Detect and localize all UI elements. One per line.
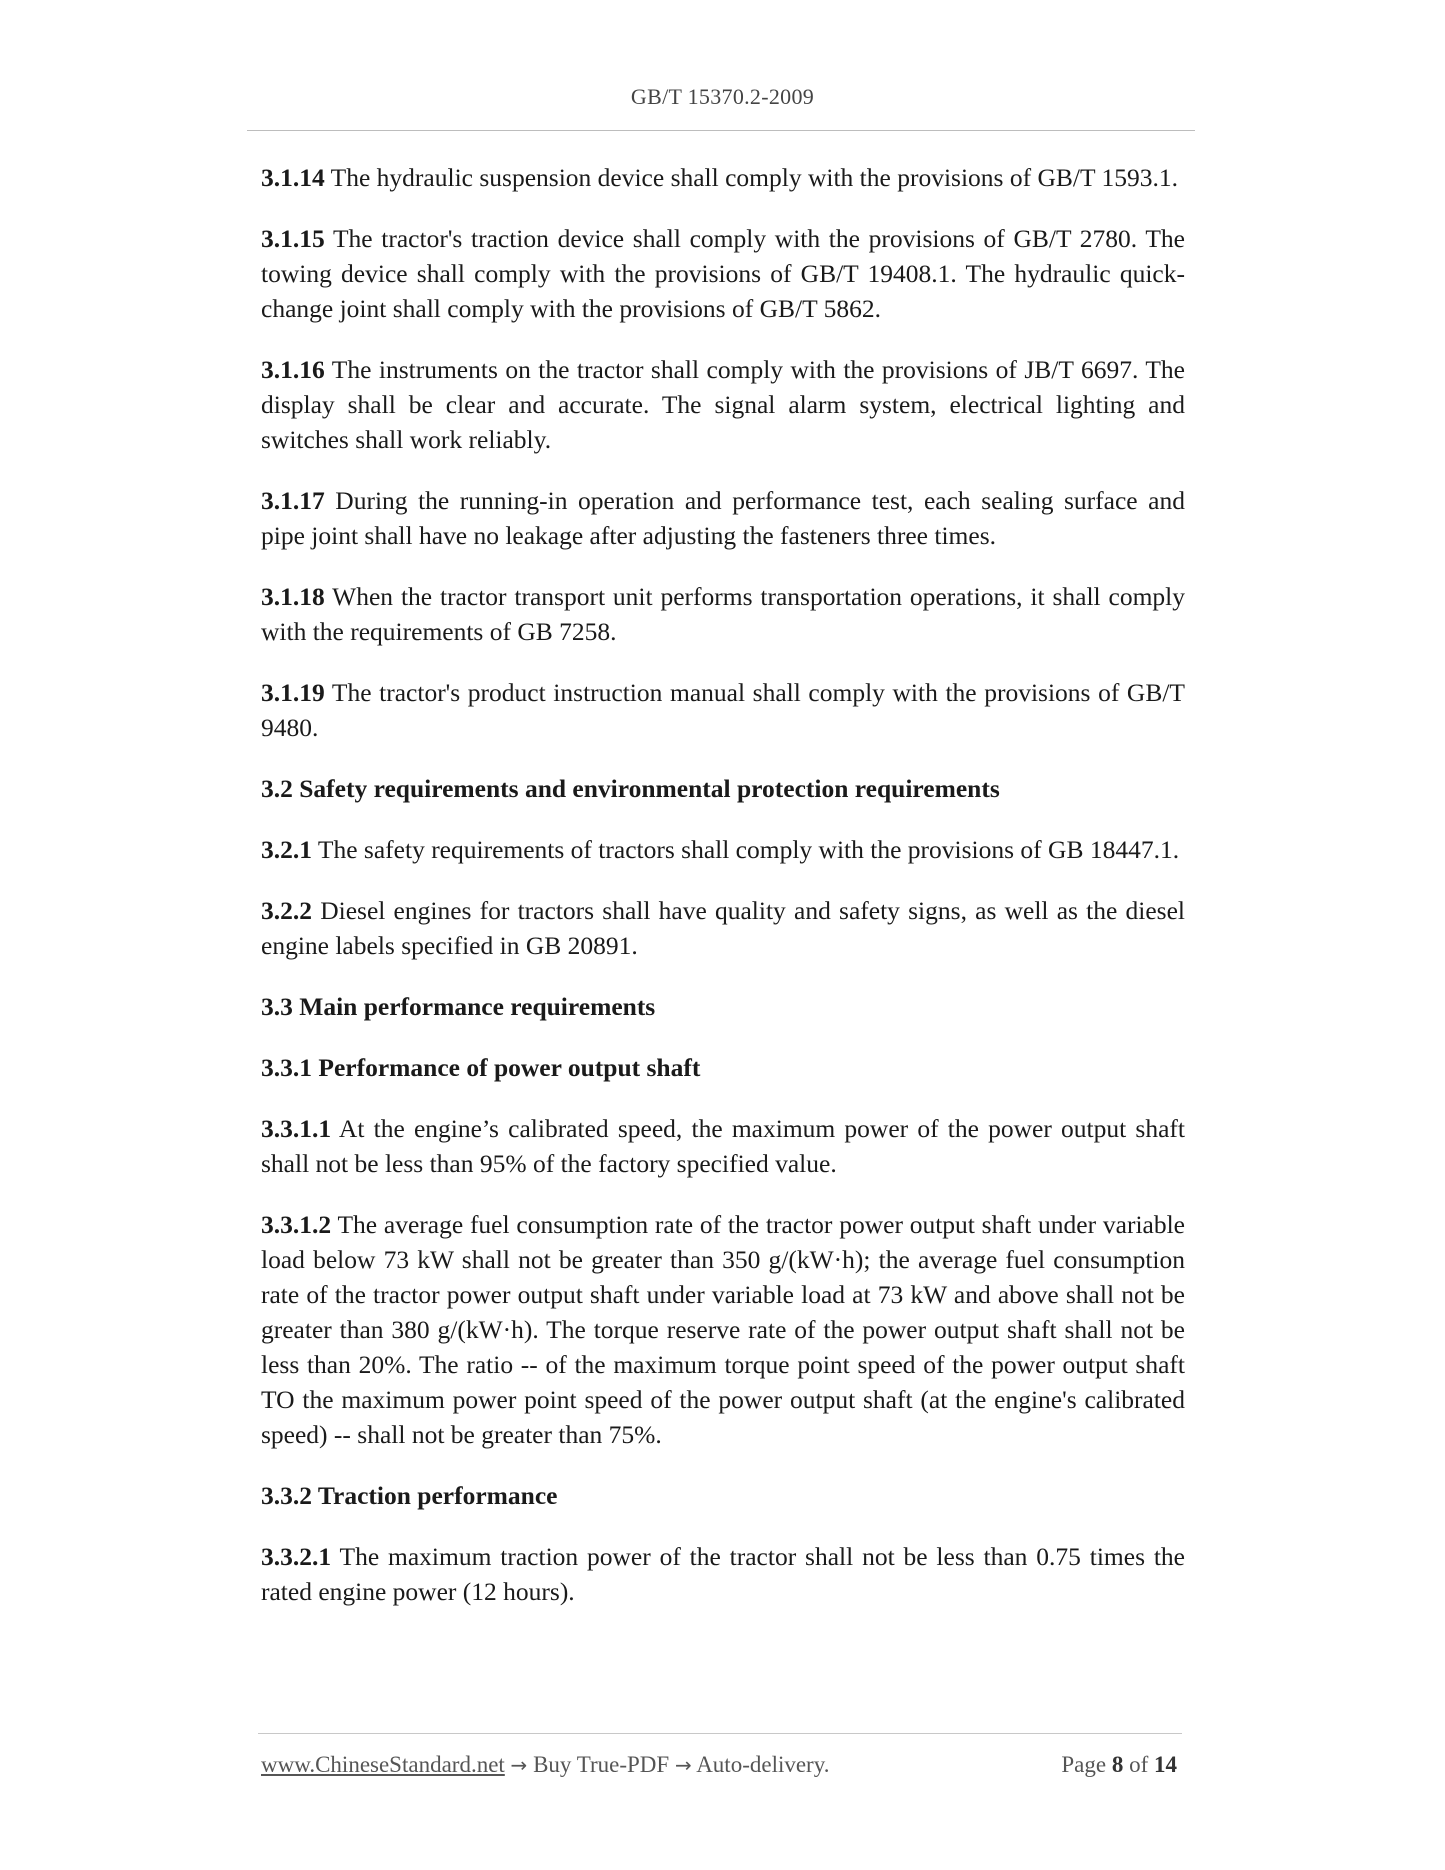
clause-text: When the tractor transport unit performs transportation operations, it shall comply with the requirements of GB 7258.	[261, 582, 1185, 646]
clause-number: 3.3.1.1	[261, 1114, 332, 1143]
clause-paragraph	[261, 221, 1185, 326]
clause-text: The average fuel consumption rate of the tractor power output shaft under variable load below 73 kW shall not be greater than 350 g/(kW·h); the average fuel consumption rate of the tractor power output shaft under variable load at 73 kW and above shall not be greater than 380 g/(kW·h). The torque reserve rate of the power output shaft shall not be less than 20%. The ratio -- of the maximum torque point speed of the power output shaft TO the maximum power point speed of the power output shaft (at the engine's calibrated speed) -- shall not be greater than 75%.	[261, 1210, 1185, 1449]
section-heading: 3.2 Safety requirements and environmental protection requirements	[261, 774, 1000, 803]
clause-text: The instruments on the tractor shall comply with the provisions of JB/T 6697. The display shall be clear and accurate. The signal alarm system, electrical lighting and switches shall work reliably.	[261, 355, 1185, 454]
footer-promo	[261, 1752, 829, 1778]
section-heading: 3.3 Main performance requirements	[261, 992, 656, 1021]
document-body	[261, 160, 1185, 1635]
clause-paragraph	[261, 160, 1185, 195]
clause-number: 3.1.15	[261, 224, 325, 253]
section-heading: 3.3.2 Traction performance	[261, 1481, 558, 1510]
section-heading: 3.3.1 Performance of power output shaft	[261, 1053, 701, 1082]
page-current: 8	[1111, 1752, 1124, 1777]
clause-text: Diesel engines for tractors shall have quality and safety signs, as well as the diesel engine labels specified in GB 20891.	[261, 896, 1185, 960]
clause-number: 3.1.14	[261, 163, 325, 192]
page-number	[1061, 1752, 1177, 1778]
clause-number: 3.3.2.1	[261, 1542, 332, 1571]
site-link[interactable]: www.ChineseStandard.net	[261, 1752, 505, 1777]
buy-pdf-text: Buy True-PDF	[527, 1752, 675, 1777]
document-id-header: GB/T 15370.2-2009	[630, 84, 815, 109]
clause-text: The maximum traction power of the tractor shall not be less than 0.75 times the rated engine power (12 hours).	[261, 1542, 1185, 1606]
page-total: 14	[1154, 1752, 1177, 1777]
clause-paragraph	[261, 1539, 1185, 1609]
clause-paragraph	[261, 1207, 1185, 1452]
clause-paragraph	[261, 579, 1185, 649]
clause-text: At the engine’s calibrated speed, the maximum power of the power output shaft shall not be less than 95% of the factory specified value.	[261, 1114, 1185, 1178]
clause-text: During the running-in operation and performance test, each sealing surface and pipe joint shall have no leakage after adjusting the fasteners three times.	[261, 486, 1185, 550]
clause-text: The safety requirements of tractors shall comply with the provisions of GB 18447.1.	[312, 835, 1180, 864]
clause-paragraph	[261, 832, 1185, 867]
page-label: Page	[1061, 1752, 1107, 1777]
clause-paragraph	[261, 675, 1185, 745]
footer-divider	[258, 1733, 1182, 1734]
clause-number: 3.1.17	[261, 486, 325, 515]
clause-number: 3.3.1.2	[261, 1210, 332, 1239]
arrow-right-icon: →	[510, 1753, 528, 1777]
clause-paragraph	[261, 483, 1185, 553]
page-footer	[261, 1752, 1177, 1786]
auto-delivery-text: Auto-delivery.	[691, 1752, 830, 1777]
clause-number: 3.1.16	[261, 355, 325, 384]
clause-number: 3.1.19	[261, 678, 325, 707]
clause-text: The tractor's traction device shall comply with the provisions of GB/T 2780. The towing device shall comply with the provisions of GB/T 19408.1. The hydraulic quick-change joint shall comply with the provisions of GB/T 5862.	[261, 224, 1185, 323]
header-divider	[247, 130, 1195, 131]
clause-number: 3.2.2	[261, 896, 312, 925]
clause-paragraph	[261, 1111, 1185, 1181]
clause-number: 3.2.1	[261, 835, 312, 864]
clause-text: The tractor's product instruction manual shall comply with the provisions of GB/T 9480.	[261, 678, 1185, 742]
clause-paragraph	[261, 893, 1185, 963]
of-label: of	[1129, 1752, 1149, 1777]
clause-number: 3.1.18	[261, 582, 325, 611]
arrow-right-icon: →	[674, 1753, 692, 1777]
clause-paragraph	[261, 352, 1185, 457]
clause-text: The hydraulic suspension device shall comply with the provisions of GB/T 1593.1.	[324, 163, 1178, 192]
